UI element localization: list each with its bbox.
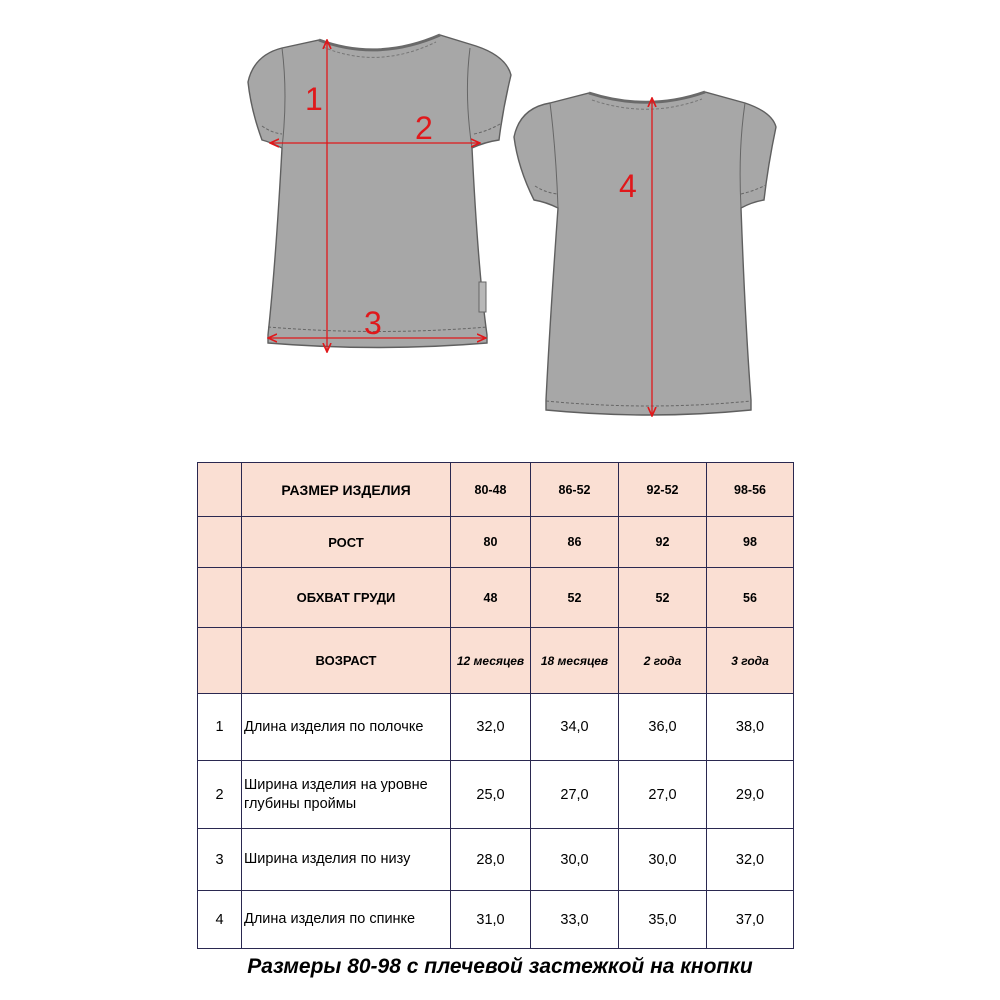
header-row-chest bbox=[198, 568, 794, 628]
header-row-height bbox=[198, 517, 794, 568]
header-value: 86 bbox=[531, 517, 619, 568]
row-value: 36,0 bbox=[619, 694, 707, 761]
row-number: 2 bbox=[198, 761, 242, 829]
row-value: 31,0 bbox=[451, 891, 531, 949]
header-value: 98 bbox=[707, 517, 794, 568]
table-row bbox=[198, 761, 794, 829]
header-label: ВОЗРАСТ bbox=[242, 628, 451, 694]
row-value: 34,0 bbox=[531, 694, 619, 761]
footer-note: Размеры 80-98 с плечевой застежкой на кнопки bbox=[247, 955, 753, 978]
measure-label-2: 2 bbox=[415, 110, 433, 146]
row-value: 38,0 bbox=[707, 694, 794, 761]
row-value: 35,0 bbox=[619, 891, 707, 949]
row-value: 32,0 bbox=[451, 694, 531, 761]
row-value: 29,0 bbox=[707, 761, 794, 829]
table-row bbox=[198, 694, 794, 761]
table-row bbox=[198, 891, 794, 949]
row-number: 4 bbox=[198, 891, 242, 949]
header-value: 52 bbox=[531, 568, 619, 628]
garment-diagram bbox=[0, 0, 1000, 450]
header-value: 92 bbox=[619, 517, 707, 568]
row-value: 30,0 bbox=[619, 829, 707, 891]
row-value: 27,0 bbox=[619, 761, 707, 829]
row-value: 37,0 bbox=[707, 891, 794, 949]
row-value: 28,0 bbox=[451, 829, 531, 891]
header-num-cell bbox=[198, 517, 242, 568]
header-value: 48 bbox=[451, 568, 531, 628]
header-value: 3 года bbox=[707, 628, 794, 694]
header-label: РОСТ bbox=[242, 517, 451, 568]
header-value: 2 года bbox=[619, 628, 707, 694]
row-description: Ширина изделия на уровне глубины проймы bbox=[242, 761, 451, 829]
row-value: 33,0 bbox=[531, 891, 619, 949]
header-label: РАЗМЕР ИЗДЕЛИЯ bbox=[242, 463, 451, 517]
header-num-cell bbox=[198, 628, 242, 694]
header-value: 56 bbox=[707, 568, 794, 628]
tshirt-front-icon bbox=[248, 35, 511, 348]
measure-label-3: 3 bbox=[364, 305, 382, 341]
tshirt-back-icon bbox=[514, 92, 776, 415]
row-value: 30,0 bbox=[531, 829, 619, 891]
header-value: 92-52 bbox=[619, 463, 707, 517]
row-number: 1 bbox=[198, 694, 242, 761]
header-num-cell bbox=[198, 463, 242, 517]
row-value: 25,0 bbox=[451, 761, 531, 829]
table-row bbox=[198, 829, 794, 891]
row-description: Длина изделия по спинке bbox=[242, 891, 451, 949]
size-table bbox=[197, 462, 794, 949]
row-description: Ширина изделия по низу bbox=[242, 829, 451, 891]
row-description: Длина изделия по полочке bbox=[242, 694, 451, 761]
header-value: 80-48 bbox=[451, 463, 531, 517]
row-value: 32,0 bbox=[707, 829, 794, 891]
header-value: 18 месяцев bbox=[531, 628, 619, 694]
header-row-size bbox=[198, 463, 794, 517]
header-value: 80 bbox=[451, 517, 531, 568]
header-num-cell bbox=[198, 568, 242, 628]
header-label: ОБХВАТ ГРУДИ bbox=[242, 568, 451, 628]
header-row-age bbox=[198, 628, 794, 694]
measure-label-1: 1 bbox=[305, 81, 323, 117]
row-number: 3 bbox=[198, 829, 242, 891]
header-value: 12 месяцев bbox=[451, 628, 531, 694]
header-value: 86-52 bbox=[531, 463, 619, 517]
measure-label-4: 4 bbox=[619, 168, 637, 204]
header-value: 98-56 bbox=[707, 463, 794, 517]
row-value: 27,0 bbox=[531, 761, 619, 829]
header-value: 52 bbox=[619, 568, 707, 628]
